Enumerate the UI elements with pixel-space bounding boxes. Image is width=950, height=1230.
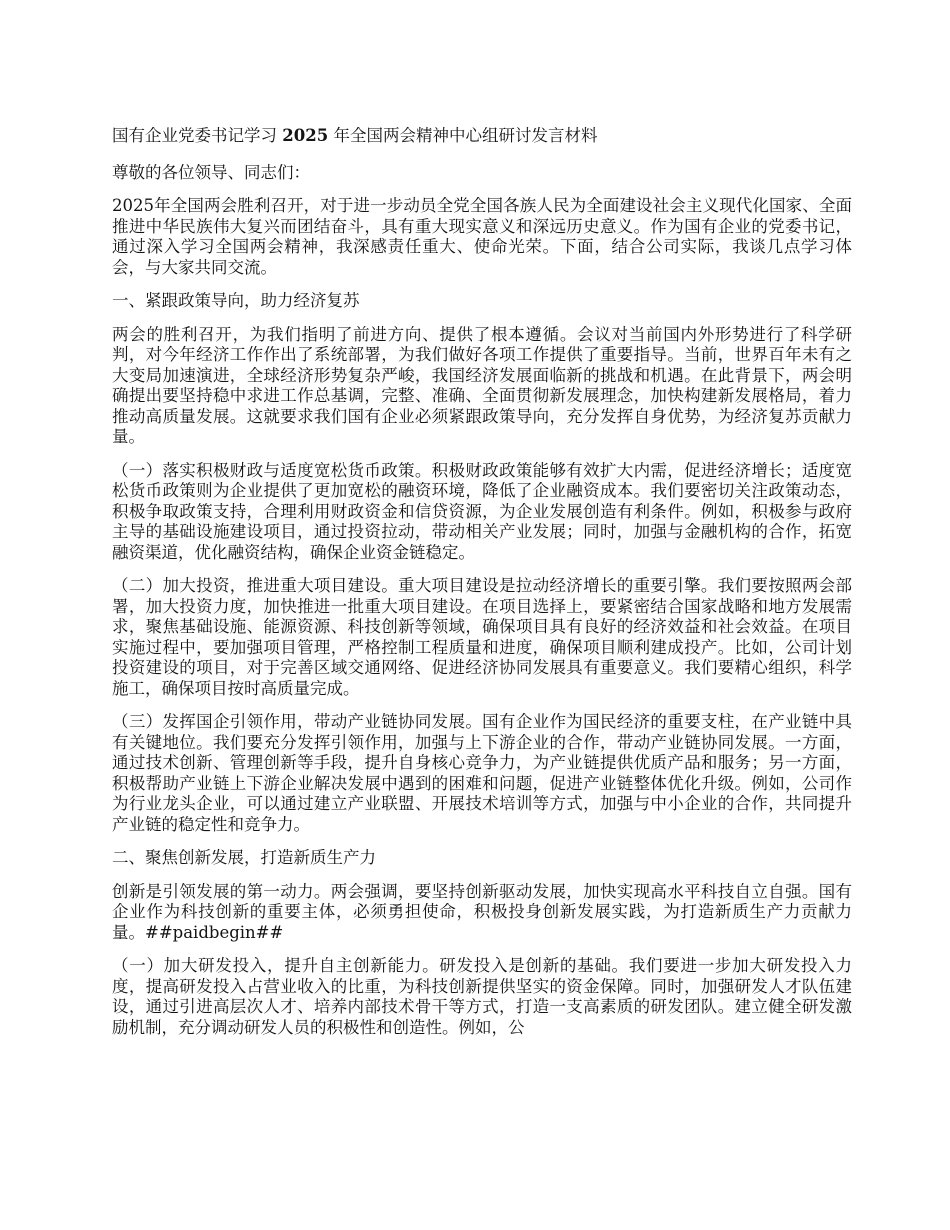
section-1-point-1-paragraph: （一）落实积极财政与适度宽松货币政策。积极财政政策能够有效扩大内需，促进经济增长；适度宽松货币政策则为企业提供了更加宽松的融资环境，降低了企业融资成本。我们要密切关注政策动态，积极争取政策支持，合理利用财政资金和信贷资源，为企业发展创造有利条件。例如，积极参与政府主导的基础设施建设项目，通过投资拉动，带动相关产业发展；同时，加强与金融机构的合作，拓宽融资渠道，优化融资结构，确保企业资金链稳定。 (112, 460, 852, 562)
salutation: 尊敬的各位领导、同志们： (112, 162, 310, 182)
document-title (112, 126, 852, 147)
section-1-point-3-paragraph: （三）发挥国企引领作用，带动产业链协同发展。国有企业作为国民经济的重要支柱，在产业链中具有关键地位。我们要充分发挥引领作用，加强与上下游企业的合作，带动产业链协同发展。一方面，通过技术创新、管理创新等手段，提升自身核心竞争力，为产业链提供优质产品和服务；另一方面，积极帮助产业链上下游企业解决发展中遇到的困难和问题，促进产业链整体优化升级。例如，公司作为行业龙头企业，可以通过建立产业联盟、开展技术培训等方式，加强与中小企业的合作，共同提升产业链的稳定性和竞争力。 (112, 712, 852, 834)
title-suffix: 年全国两会精神中心组研讨发言材料 (333, 126, 598, 145)
intro-paragraph: 2025年全国两会胜利召开，对于进一步动员全党全国各族人民为全面建设社会主义现代化国家、全面推进中华民族伟大复兴而团结奋斗，具有重大现实意义和深远历史意义。作为国有企业的党委书记，通过深入学习全国两会精神，我深感责任重大、使命光荣。下面，结合公司实际，我谈几点学习体会，与大家共同交流。 (112, 196, 852, 277)
section-2-intro-paragraph: 创新是引领发展的第一动力。两会强调，要坚持创新驱动发展，加快实现高水平科技自立自强。国有企业作为科技创新的重要主体，必须勇担使命，积极投身创新发展实践，为打造新质生产力贡献力量。##paidbegin## (112, 881, 852, 942)
title-year: 2025 (282, 126, 329, 145)
section-2-heading: 二、聚焦创新发展，打造新质生产力 (112, 848, 376, 867)
section-1-intro-paragraph: 两会的胜利召开，为我们指明了前进方向、提供了根本遵循。会议对当前国内外形势进行了科学研判，对今年经济工作作出了系统部署，为我们做好各项工作提供了重要指导。当前，世界百年未有之大变局加速演进，全球经济形势复杂严峻，我国经济发展面临新的挑战和机遇。在此背景下，两会明确提出要坚持稳中求进工作总基调，完整、准确、全面贯彻新发展理念，加快构建新发展格局，着力推动高质量发展。这就要求我们国有企业必须紧跟政策导向，充分发挥自身优势，为经济复苏贡献力量。 (112, 324, 852, 446)
section-1-heading: 一、紧跟政策导向，助力经济复苏 (112, 291, 360, 310)
document-page (112, 126, 852, 1051)
section-2-point-1-paragraph: （一）加大研发投入，提升自主创新能力。研发投入是创新的基础。我们要进一步加大研发投入力度，提高研发投入占营业收入的比重，为科技创新提供坚实的资金保障。同时，加强研发人才队伍建设，通过引进高层次人才、培养内部技术骨干等方式，打造一支高素质的研发团队。建立健全研发激励机制，充分调动研发人员的积极性和创造性。例如，公 (112, 956, 852, 1037)
title-prefix: 国有企业党委书记学习 (112, 126, 277, 145)
section-1-point-2-paragraph: （二）加大投资，推进重大项目建设。重大项目建设是拉动经济增长的重要引擎。我们要按照两会部署，加大投资力度，加快推进一批重大项目建设。在项目选择上，要紧密结合国家战略和地方发展需求，聚焦基础设施、能源资源、科技创新等领域，确保项目具有良好的经济效益和社会效益。在项目实施过程中，要加强项目管理，严格控制工程质量和进度，确保项目顺利建成投产。比如，公司计划投资建设的项目，对于完善区域交通网络、促进经济协同发展具有重要意义。我们要精心组织，科学施工，确保项目按时高质量完成。 (112, 576, 852, 698)
